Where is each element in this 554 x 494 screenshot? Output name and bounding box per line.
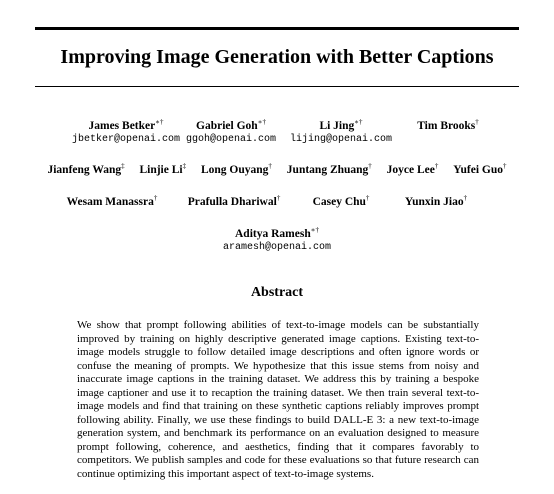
author-email: ggoh@openai.com — [185, 134, 276, 145]
author-aditya-ramesh — [177, 227, 377, 254]
title-top-rule — [35, 27, 519, 30]
author-jianfeng-wang: Jianfeng Wang‡ — [47, 162, 125, 176]
author-yunxin-jiao: Yunxin Jiao† — [404, 194, 468, 208]
author-name: Tim Brooks — [417, 120, 476, 132]
author-affiliation-mark: ∗† — [354, 118, 363, 126]
author-yufei-guo: Yufei Guo† — [453, 162, 507, 176]
author-affiliation-mark: ∗† — [310, 226, 319, 234]
author-affiliation-mark: † — [475, 118, 479, 126]
author-long-ouyang: Long Ouyang† — [200, 162, 272, 176]
author-joyce-lee: Joyce Lee† — [386, 162, 439, 176]
author-tim-brooks — [402, 119, 494, 133]
author-li-jing — [276, 119, 406, 146]
author-name: James Betker — [88, 120, 156, 132]
author-juntang-zhuang: Juntang Zhuang† — [286, 162, 372, 176]
author-affiliation-mark: ∗† — [155, 118, 164, 126]
paper-title: Improving Image Generation with Better Captions — [60, 46, 494, 68]
author-casey-chu: Casey Chu† — [312, 194, 370, 208]
author-email: lijing@openai.com — [289, 134, 393, 145]
author-email: aramesh@openai.com — [222, 242, 332, 253]
author-prafulla-dhariwal: Prafulla Dhariwal† — [187, 194, 281, 208]
author-name: Aditya Ramesh — [235, 228, 311, 240]
author-row-2 — [0, 163, 554, 177]
author-linjie-li: Linjie Li‡ — [139, 162, 187, 176]
author-name: Li Jing — [319, 120, 355, 132]
author-name: Gabriel Goh — [196, 120, 258, 132]
abstract-heading: Abstract — [250, 285, 304, 300]
author-affiliation-mark: ∗† — [257, 118, 266, 126]
abstract-text: We show that prompt following abilities of text-to-image models can be substantially improved by training on highly descriptive generated image captions. Existing text-to-image models struggle to follow detailed image descriptions and often ignore words or confuse the meaning of prompts. We hypothesize that this issue stems from noisy and inaccurate image captions in the training dataset. We address this by training a bespoke image captioner and use it to recaption the training dataset. We then train several text-to-image models and find that training on these synthetic captions reliably improves prompt following ability. Finally, we use these findings to build DALL-E 3: a new text-to-image generation system, and benchmark its performance on an evaluation designed to measure prompt following, coherence, and aesthetics, finding that it compares favorably to competitors. We publish samples and code for these evaluations so that future research can continue optimizing this important aspect of text-to-image systems. — [77, 319, 479, 480]
author-email: jbetker@openai.com — [71, 134, 181, 145]
author-wesam-manassra: Wesam Manassra† — [66, 194, 158, 208]
title-bottom-rule — [35, 86, 519, 87]
